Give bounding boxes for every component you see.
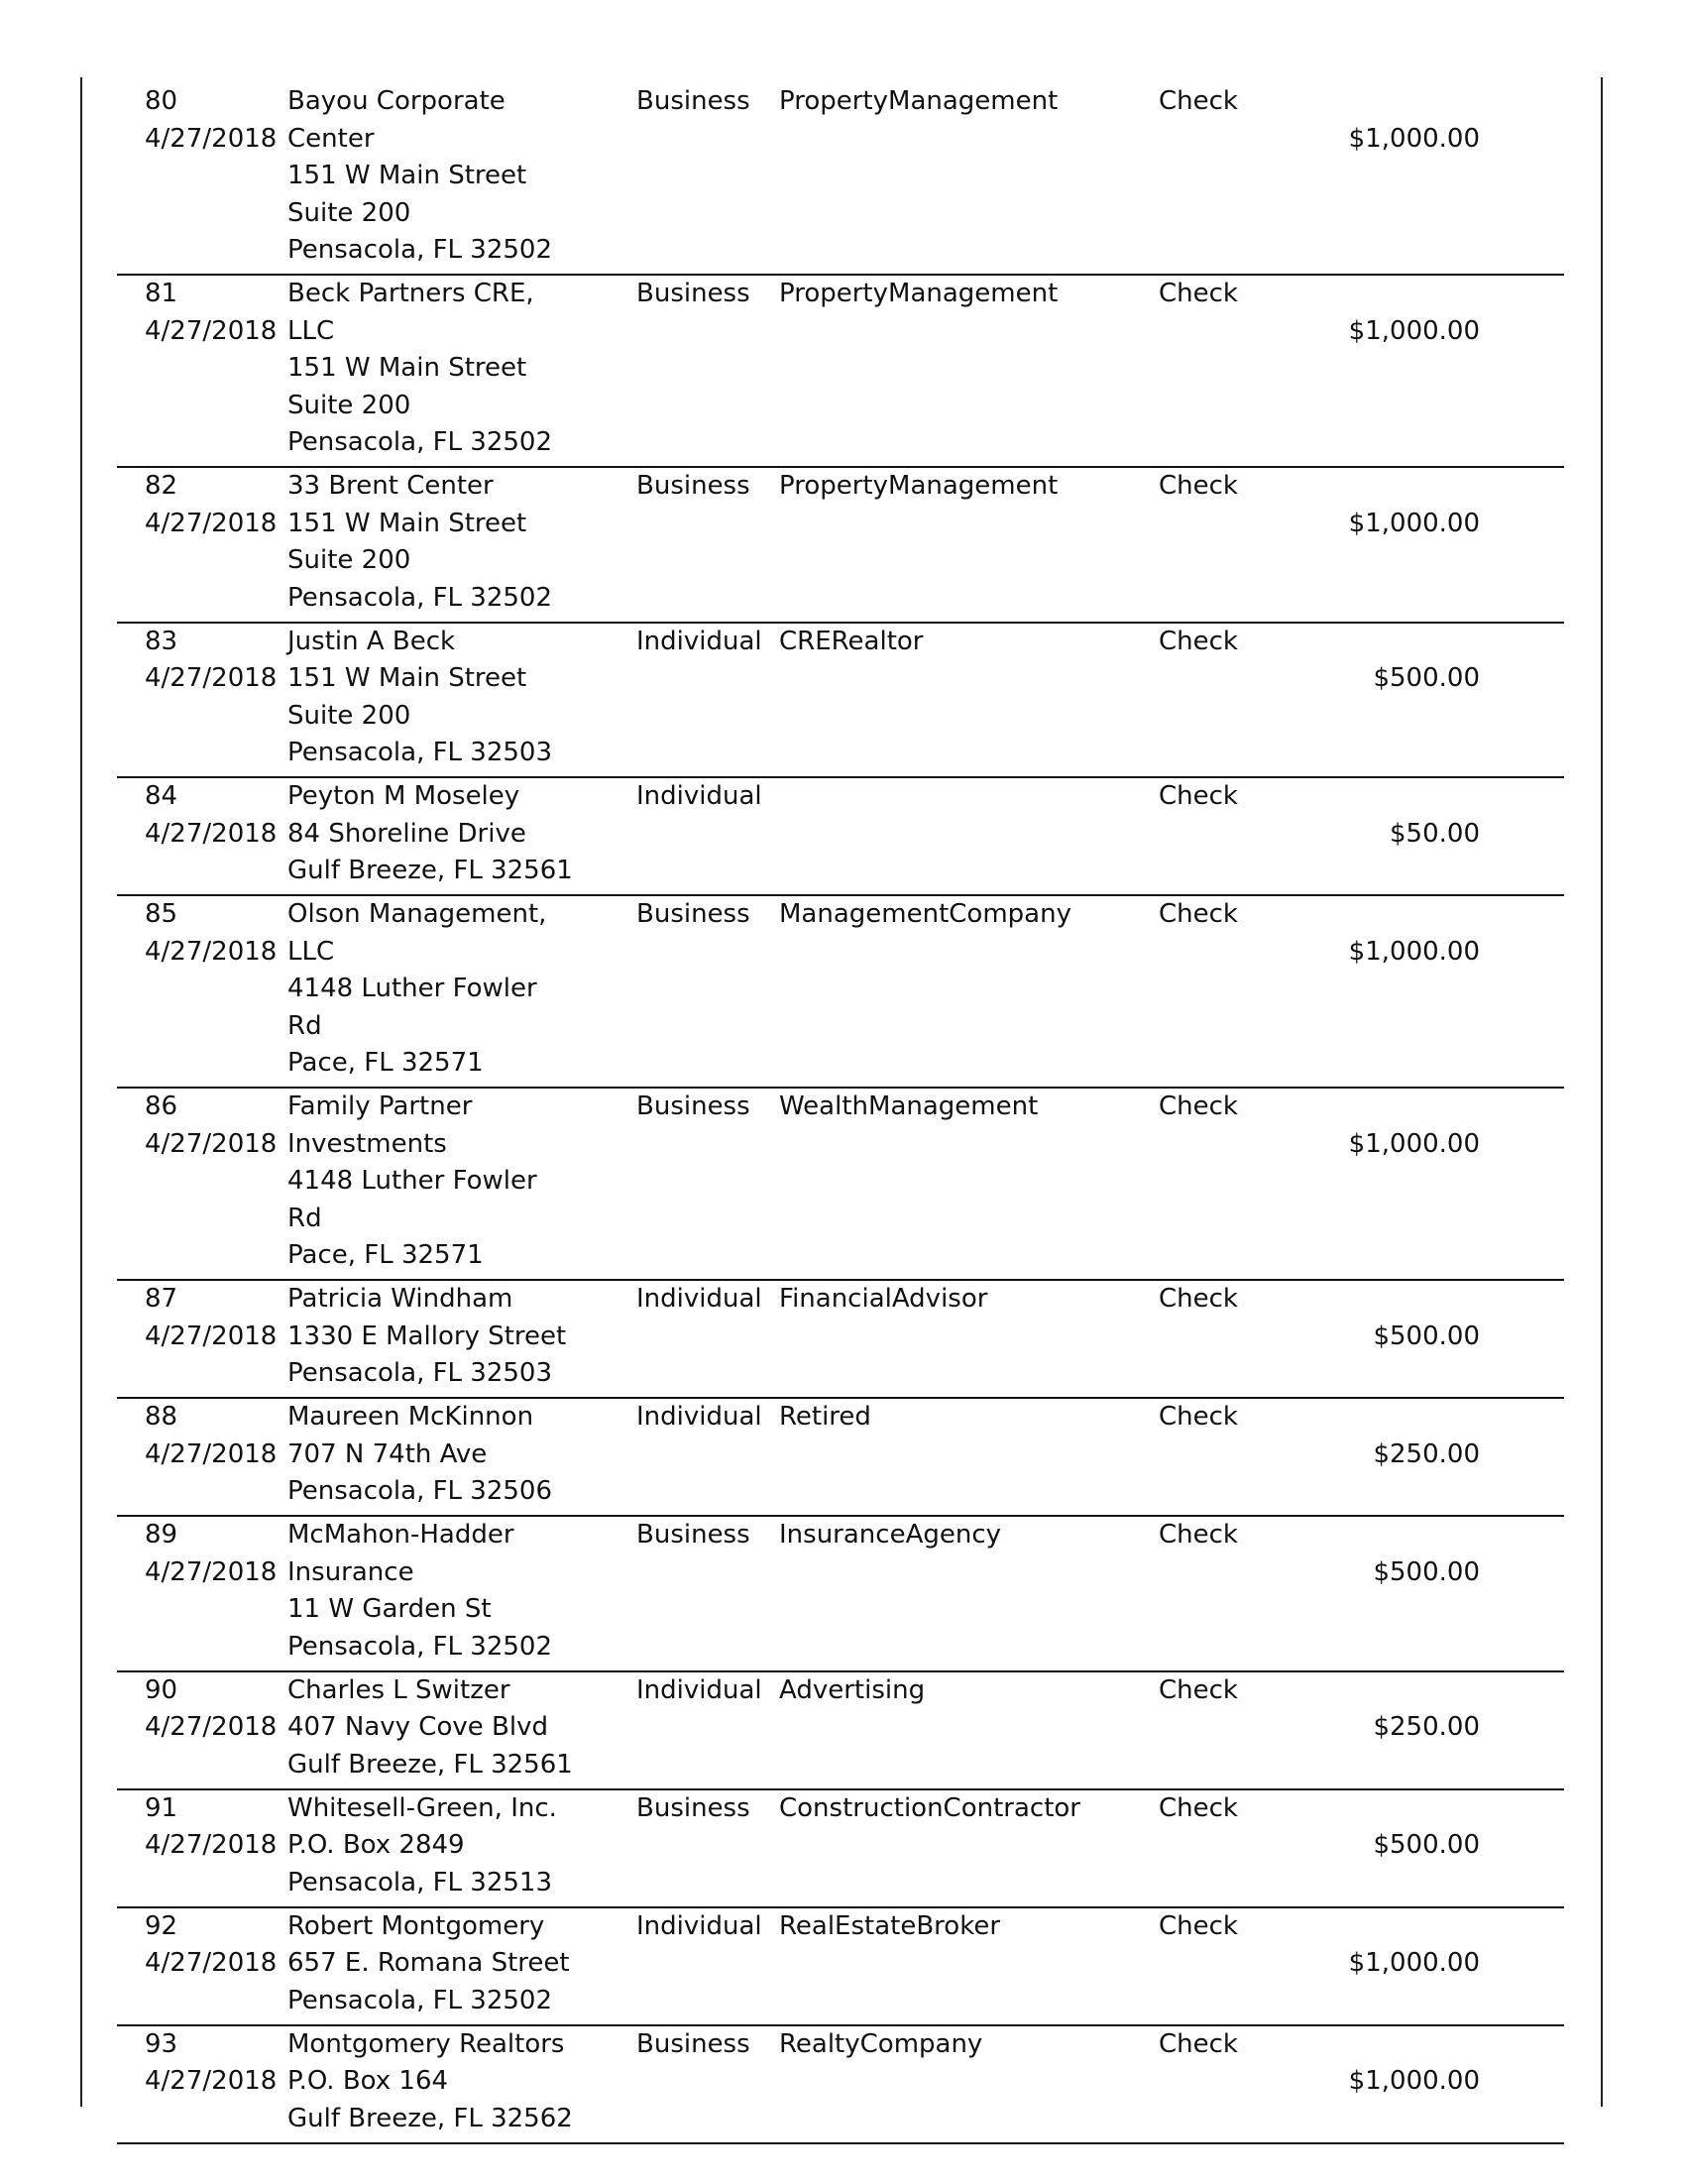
occupation: InsuranceAgency (779, 1520, 1002, 1550)
table-row (117, 468, 1564, 624)
address-line: Patricia Windham (287, 1284, 513, 1314)
amount: $50.00 (1390, 818, 1480, 849)
contributor-name-address (287, 896, 546, 1083)
contributor-name-address (287, 1089, 537, 1275)
entry-date: 4/27/2018 (145, 818, 278, 849)
table-row (117, 778, 1564, 896)
address-line: Rd (287, 1010, 322, 1041)
payment-method: Check (1159, 279, 1238, 308)
payment-method: Check (1159, 1674, 1238, 1705)
address-line: 151 W Main Street (287, 663, 527, 693)
contributor-name-address (287, 624, 552, 772)
address-line: 707 N 74th Ave (287, 1438, 488, 1469)
address-line: 84 Shoreline Drive (287, 818, 526, 849)
contributor-type: Business (636, 1520, 750, 1550)
entry-date: 4/27/2018 (145, 663, 278, 693)
address-line: LLC (287, 315, 335, 346)
contributor-name-address (287, 83, 552, 270)
address-line: 407 Navy Cove Blvd (287, 1712, 548, 1742)
amount: $1,000.00 (1348, 2066, 1480, 2096)
entry-date: 4/27/2018 (145, 1712, 278, 1742)
contributor-type: Individual (636, 1284, 762, 1314)
table-row (117, 1517, 1564, 1672)
amount: $1,000.00 (1348, 123, 1480, 154)
occupation: RealEstateBroker (779, 1910, 1001, 1941)
address-line: 151 W Main Street (287, 508, 527, 538)
entry-date: 4/27/2018 (145, 1128, 278, 1159)
address-line: Beck Partners CRE, (287, 279, 534, 308)
address-line: Suite 200 (287, 197, 411, 228)
contributor-name-address (287, 1517, 552, 1666)
occupation: RealtyCompany (779, 2028, 983, 2059)
address-line: Pace, FL 32571 (287, 1240, 484, 1270)
address-line: Suite 200 (287, 545, 411, 575)
address-line: 33 Brent Center (287, 471, 494, 501)
address-line: Bayou Corporate (287, 86, 506, 116)
occupation: PropertyManagement (779, 279, 1059, 308)
contributor-type: Individual (636, 1910, 762, 1941)
entry-number: 93 (145, 2028, 178, 2059)
payment-method: Check (1159, 1792, 1238, 1823)
entry-number: 88 (145, 1402, 178, 1432)
entry-number: 82 (145, 471, 178, 501)
table-row (117, 83, 1564, 276)
amount: $1,000.00 (1348, 315, 1480, 346)
table-row (117, 1281, 1564, 1399)
contributor-type: Business (636, 1092, 750, 1121)
payment-method: Check (1159, 899, 1238, 929)
entry-number: 92 (145, 1910, 178, 1941)
payment-method: Check (1159, 2028, 1238, 2059)
address-line: Pensacola, FL 32503 (287, 1358, 553, 1388)
occupation: CRERealtor (779, 626, 924, 656)
address-line: Rd (287, 1203, 322, 1233)
occupation: PropertyManagement (779, 86, 1059, 116)
contributor-type: Business (636, 899, 750, 929)
entry-number: 80 (145, 86, 178, 116)
address-line: Pensacola, FL 32502 (287, 427, 553, 457)
amount: $250.00 (1373, 1438, 1480, 1469)
address-line: Pensacola, FL 32502 (287, 235, 553, 265)
contributor-name-address (287, 1672, 573, 1784)
address-line: Whitesell-Green, Inc. (287, 1792, 557, 1823)
payment-method: Check (1159, 626, 1238, 656)
entry-date: 4/27/2018 (145, 508, 278, 538)
entry-number: 89 (145, 1520, 178, 1550)
payment-method: Check (1159, 1092, 1238, 1121)
payment-method: Check (1159, 781, 1238, 811)
entry-date: 4/27/2018 (145, 2066, 278, 2096)
amount: $500.00 (1373, 1321, 1480, 1351)
address-line: P.O. Box 2849 (287, 1830, 465, 1860)
table-row (117, 1399, 1564, 1517)
entry-number: 91 (145, 1792, 178, 1823)
table-row (117, 1089, 1564, 1281)
address-line: McMahon-Hadder (287, 1520, 514, 1550)
address-line: 657 E. Romana Street (287, 1948, 570, 1978)
amount: $1,000.00 (1348, 936, 1480, 967)
entry-number: 81 (145, 279, 178, 308)
entry-date: 4/27/2018 (145, 936, 278, 967)
address-line: Peyton M Moseley (287, 781, 520, 811)
occupation: ConstructionContractor (779, 1792, 1080, 1823)
address-line: Pensacola, FL 32502 (287, 582, 553, 613)
address-line: 4148 Luther Fowler (287, 974, 537, 1003)
address-line: Pensacola, FL 32502 (287, 1985, 553, 2015)
contributor-type: Individual (636, 781, 762, 811)
contributor-type: Business (636, 2028, 750, 2059)
occupation: ManagementCompany (779, 899, 1071, 929)
contributor-type: Individual (636, 626, 762, 656)
address-line: Family Partner (287, 1092, 473, 1121)
address-line: 151 W Main Street (287, 353, 527, 383)
contributor-name-address (287, 1281, 566, 1393)
amount: $1,000.00 (1348, 508, 1480, 538)
address-line: LLC (287, 936, 335, 967)
address-line: 151 W Main Street (287, 161, 527, 190)
amount: $1,000.00 (1348, 1948, 1480, 1978)
entry-date: 4/27/2018 (145, 315, 278, 346)
address-line: Gulf Breeze, FL 32561 (287, 1749, 573, 1780)
contributor-name-address (287, 1908, 570, 2020)
payment-method: Check (1159, 471, 1238, 501)
table-row (117, 1908, 1564, 2026)
payment-method: Check (1159, 1910, 1238, 1941)
contributor-name-address (287, 778, 573, 890)
address-line: Robert Montgomery (287, 1910, 545, 1941)
contributor-name-address (287, 1790, 557, 1902)
address-line: Pensacola, FL 32503 (287, 738, 553, 767)
address-line: Charles L Switzer (287, 1674, 510, 1705)
address-line: Suite 200 (287, 700, 411, 731)
address-line: Center (287, 123, 375, 154)
payment-method: Check (1159, 1520, 1238, 1550)
address-line: Investments (287, 1128, 447, 1159)
table-row (117, 1790, 1564, 1908)
entry-date: 4/27/2018 (145, 1556, 278, 1587)
address-line: Gulf Breeze, FL 32562 (287, 2103, 573, 2133)
address-line: Maureen McKinnon (287, 1402, 534, 1432)
occupation: WealthManagement (779, 1092, 1039, 1121)
payment-method: Check (1159, 1402, 1238, 1432)
contributor-name-address (287, 468, 552, 617)
entry-number: 85 (145, 899, 178, 929)
address-line: Insurance (287, 1556, 414, 1587)
amount: $250.00 (1373, 1712, 1480, 1742)
contributor-name-address (287, 1399, 552, 1511)
occupation: FinancialAdvisor (779, 1284, 988, 1314)
occupation: Retired (779, 1402, 871, 1432)
page-border-left (80, 77, 82, 2107)
occupation: Advertising (779, 1674, 926, 1705)
entry-number: 90 (145, 1674, 178, 1705)
address-line: 11 W Garden St (287, 1594, 492, 1624)
payment-method: Check (1159, 1284, 1238, 1314)
table-row (117, 624, 1564, 779)
table-row (117, 1672, 1564, 1790)
table-row (117, 896, 1564, 1089)
address-line: Pensacola, FL 32502 (287, 1631, 553, 1662)
entry-date: 4/27/2018 (145, 1830, 278, 1860)
amount: $500.00 (1373, 663, 1480, 693)
amount: $500.00 (1373, 1830, 1480, 1860)
address-line: Gulf Breeze, FL 32561 (287, 856, 573, 885)
contributions-table (117, 83, 1564, 2144)
contributor-type: Individual (636, 1674, 762, 1705)
address-line: Montgomery Realtors (287, 2028, 565, 2059)
payment-method: Check (1159, 86, 1238, 116)
page-border-right (1601, 77, 1603, 2107)
entry-date: 4/27/2018 (145, 1948, 278, 1978)
amount: $500.00 (1373, 1556, 1480, 1587)
address-line: 1330 E Mallory Street (287, 1321, 567, 1351)
contributor-type: Business (636, 279, 750, 308)
contributor-name-address (287, 2026, 573, 2138)
occupation: PropertyManagement (779, 471, 1059, 501)
address-line: Olson Management, (287, 899, 547, 929)
amount: $1,000.00 (1348, 1128, 1480, 1159)
address-line: Pensacola, FL 32513 (287, 1867, 553, 1897)
address-line: P.O. Box 164 (287, 2066, 449, 2096)
entry-number: 86 (145, 1092, 178, 1121)
contributor-name-address (287, 276, 552, 462)
entry-date: 4/27/2018 (145, 1438, 278, 1469)
table-row (117, 2026, 1564, 2144)
contributor-type: Business (636, 1792, 750, 1823)
contributor-type: Individual (636, 1402, 762, 1432)
table-row (117, 276, 1564, 468)
entry-number: 83 (145, 626, 178, 656)
entry-number: 84 (145, 781, 178, 811)
contributor-type: Business (636, 471, 750, 501)
contributor-type: Business (636, 86, 750, 116)
entry-date: 4/27/2018 (145, 1321, 278, 1351)
address-line: Pace, FL 32571 (287, 1048, 484, 1078)
address-line: Suite 200 (287, 390, 411, 420)
entry-date: 4/27/2018 (145, 123, 278, 154)
address-line: Pensacola, FL 32506 (287, 1476, 553, 1506)
entry-number: 87 (145, 1284, 178, 1314)
address-line: 4148 Luther Fowler (287, 1166, 537, 1196)
address-line: Justin A Beck (287, 626, 456, 656)
